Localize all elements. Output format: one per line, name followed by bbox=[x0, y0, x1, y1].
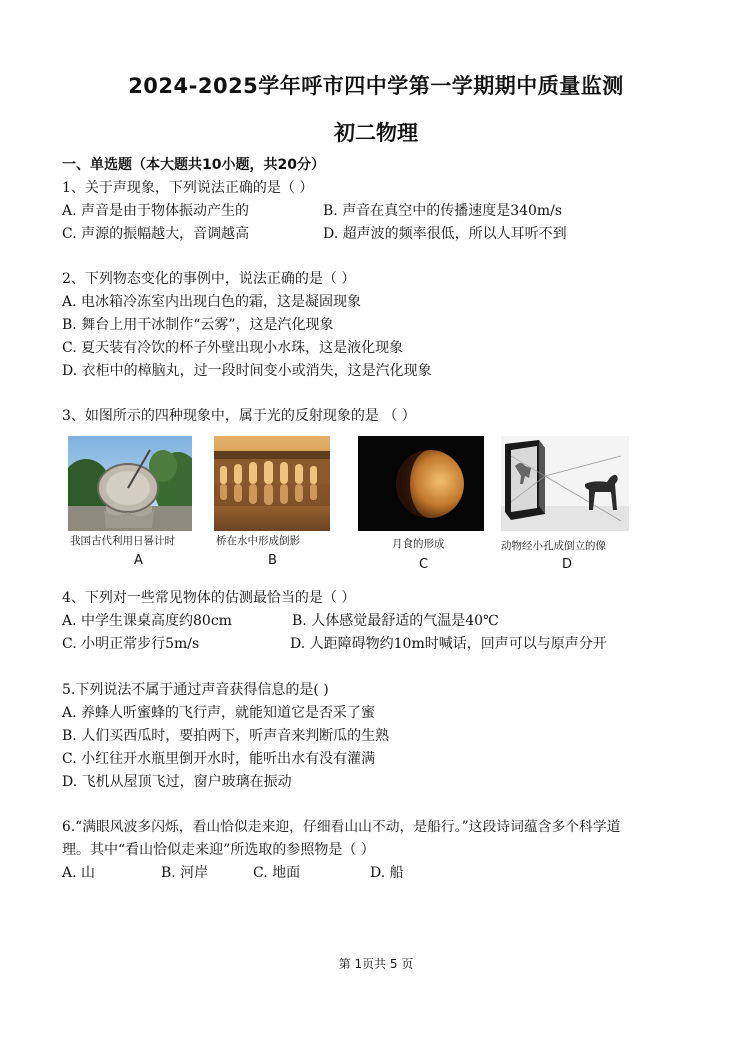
q3-caption-d: 动物经小孔成倒立的像 bbox=[501, 540, 606, 552]
lunar-eclipse-photo bbox=[358, 436, 484, 531]
q1-stem: 1、关于声现象，下列说法正确的是（ ） bbox=[62, 180, 314, 196]
q2-stem: 2、下列物态变化的事例中，说法正确的是（ ） bbox=[62, 271, 356, 287]
q5-stem: 5.下列说法不属于通过声音获得信息的是( ) bbox=[62, 682, 329, 698]
q1-option-b: B. 声音在真空中的传播速度是340m/s bbox=[323, 203, 563, 219]
q6-option-d: D. 船 bbox=[370, 865, 404, 881]
q5-option-d: D. 飞机从屋顶飞过，窗户玻璃在振动 bbox=[62, 774, 292, 790]
subject-title: 初二物理 bbox=[334, 121, 418, 145]
q5-option-a: A. 养蜂人听蜜蜂的飞行声，就能知道它是否采了蜜 bbox=[62, 705, 376, 721]
q3-letter-d: D bbox=[562, 557, 573, 572]
q6-stem-line1: 6.“满眼风波多闪烁，看山恰似走来迎，仔细看山山不动，是船行。”这段诗词蕴含多个科学道 bbox=[62, 819, 621, 835]
q6-option-b: B. 河岸 bbox=[161, 865, 209, 881]
q5-option-b: B. 人们买西瓜时，要拍两下，听声音来判断瓜的生熟 bbox=[62, 728, 390, 744]
q2-option-a: A. 电冰箱冷冻室内出现白色的霜，这是凝固现象 bbox=[62, 294, 362, 310]
q1-option-c: C. 声源的振幅越大，音调越高 bbox=[62, 226, 250, 242]
q4-option-b: B. 人体感觉最舒适的气温是40℃ bbox=[292, 613, 499, 629]
q5-option-c: C. 小红往开水瓶里倒开水时，能听出水有没有灌满 bbox=[62, 751, 376, 767]
q3-caption-b: 桥在水中形成倒影 bbox=[216, 535, 300, 547]
q3-stem: 3、如图所示的四种现象中，属于光的反射现象的是 （ ） bbox=[62, 408, 416, 424]
q2-option-d: D. 衣柜中的樟脑丸，过一段时间变小或消失，这是汽化现象 bbox=[62, 363, 432, 379]
section-heading: 一、单选题（本大题共10小题，共20分） bbox=[62, 157, 325, 173]
q2-option-c: C. 夏天装有冷饮的杯子外壁出现小水珠，这是液化现象 bbox=[62, 340, 404, 356]
q3-letter-b: B bbox=[268, 553, 277, 568]
q1-option-a: A. 声音是由于物体振动产生的 bbox=[62, 203, 250, 219]
q6-option-a: A. 山 bbox=[62, 865, 96, 881]
q6-option-c: C. 地面 bbox=[253, 865, 301, 881]
q3-letter-a: A bbox=[134, 553, 143, 568]
page-footer: 第 1页共 5 页 bbox=[338, 957, 414, 971]
q4-option-d: D. 人距障碍物约10m时喊话，回声可以与原声分开 bbox=[290, 636, 607, 652]
q2-option-b: B. 舞台上用干冰制作“云雾”，这是汽化现象 bbox=[62, 317, 334, 333]
q6-stem-line2: 理。其中“看山恰似走来迎”所选取的参照物是（ ） bbox=[62, 842, 375, 858]
sundial-photo bbox=[68, 436, 192, 531]
q1-option-d: D. 超声波的频率很低，所以人耳听不到 bbox=[323, 226, 567, 242]
q4-option-a: A. 中学生课桌高度约80cm bbox=[62, 613, 232, 629]
q4-option-c: C. 小明正常步行5m/s bbox=[62, 636, 200, 652]
exam-title: 2024-2025学年呼市四中学第一学期期中质量监测 bbox=[128, 74, 624, 98]
q3-caption-a: 我国古代利用日晷计时 bbox=[70, 535, 175, 547]
q3-letter-c: C bbox=[419, 557, 429, 572]
q3-caption-c: 月食的形成 bbox=[392, 538, 445, 550]
bridge-reflection-photo bbox=[214, 436, 330, 531]
q4-stem: 4、下列对一些常见物体的估测最恰当的是（ ） bbox=[62, 590, 356, 606]
pinhole-camera-photo bbox=[501, 436, 629, 531]
